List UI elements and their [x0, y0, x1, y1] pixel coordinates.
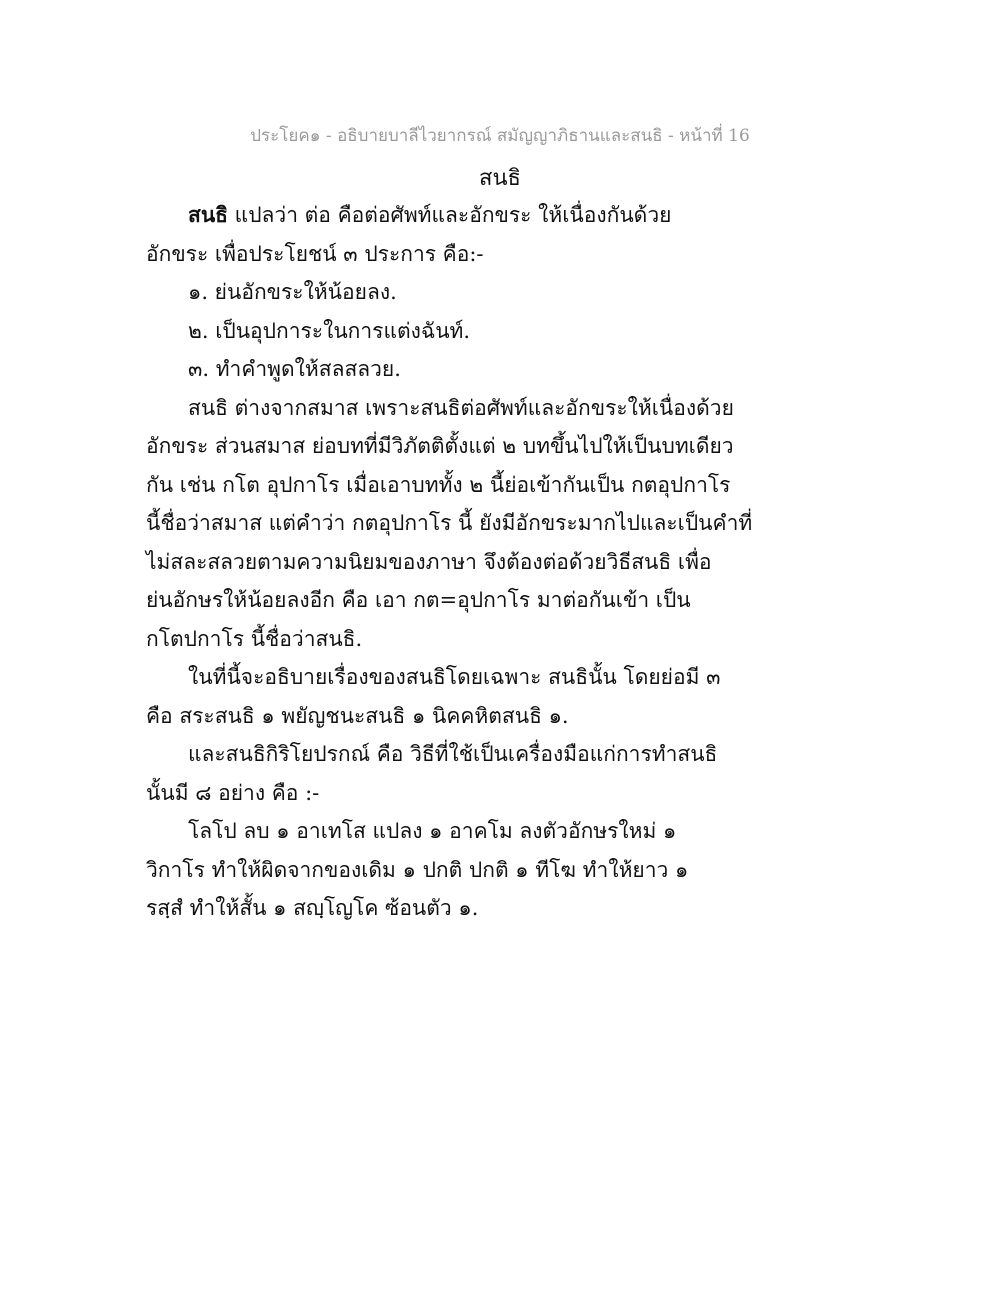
- defined-term: สนธิ: [188, 202, 228, 227]
- text-line: ในที่นี้จะอธิบายเรื่องของสนธิโดยเฉพาะ สนธินั้น โดยย่อมี ๓: [188, 665, 721, 689]
- text-line: คือ สระสนธิ ๑ พยัญชนะสนธิ ๑ นิคคหิตสนธิ ๑.: [146, 703, 569, 728]
- body-text: [146, 196, 753, 928]
- list-item: ๒. เป็นอุปการะในการแต่งฉันท์.: [188, 318, 471, 343]
- text-line: กัน เช่น กโต อุปกาโร เมื่อเอาบททั้ง ๒ นี้ย่อเข้ากันเป็น กตอุปกาโร: [146, 472, 731, 497]
- text-line: นี้ชื่อว่าสมาส แต่คำว่า กตอุปกาโร นี้ ยังมีอักขระมากไปและเป็นคำที่: [146, 511, 753, 535]
- text-line: นั้นมี ๘ อย่าง คือ :-: [146, 780, 320, 805]
- list-item: ๑. ย่นอักขระให้น้อยลง.: [188, 280, 397, 304]
- text-line: ย่นอักษรให้น้อยลงอีก คือ เอา กต=อุปกาโร มาต่อกันเข้า เป็น: [146, 588, 691, 612]
- section-title: สนธิ: [479, 166, 521, 191]
- list-item: ๓. ทำคำพูดให้สลสลวย.: [188, 357, 401, 381]
- text-line: ไม่สละสลวยตามความนิยมของภาษา จึงต้องต่อด้วยวิธีสนธิ เพื่อ: [146, 549, 712, 574]
- text-line: อักขระ ส่วนสมาส ย่อบทที่มีวิภัตติตั้งแต่ ๒ บทขึ้นไปให้เป็นบทเดียว: [146, 434, 734, 458]
- text-line: อักขระ เพื่อประโยชน์ ๓ ประการ คือ:-: [146, 241, 484, 266]
- intro-text: แปลว่า ต่อ คือต่อศัพท์และอักขระ ให้เนื่องกันด้วย: [228, 203, 672, 227]
- text-line: วิกาโร ทำให้ผิดจากของเดิม ๑ ปกติ ปกติ ๑ ทีโฆ ทำให้ยาว ๑: [146, 857, 689, 882]
- text-line: สนธิ ต่างจากสมาส เพราะสนธิต่อศัพท์และอักขระให้เนื่องด้วย: [188, 395, 734, 420]
- paragraph-intro: [146, 196, 726, 235]
- text-line: โลโป ลบ ๑ อาเทโส แปลง ๑ อาคโม ลงตัวอักษรใหม่ ๑: [188, 819, 677, 843]
- running-header: ประโยค๑ - อธิบายบาลีไวยากรณ์ สมัญญาภิธานและสนธิ - หน้าที่ 16: [250, 126, 750, 146]
- text-line: กโตปกาโร นี้ชื่อว่าสนธิ.: [146, 626, 363, 651]
- text-line: รสฺสํ ทำให้สั้น ๑ สญฺโญโค ซ้อนตัว ๑.: [146, 896, 479, 920]
- text-line: และสนธิกิริโยปรกณ์ คือ วิธีที่ใช้เป็นเครื่องมือแก่การทำสนธิ: [188, 742, 718, 766]
